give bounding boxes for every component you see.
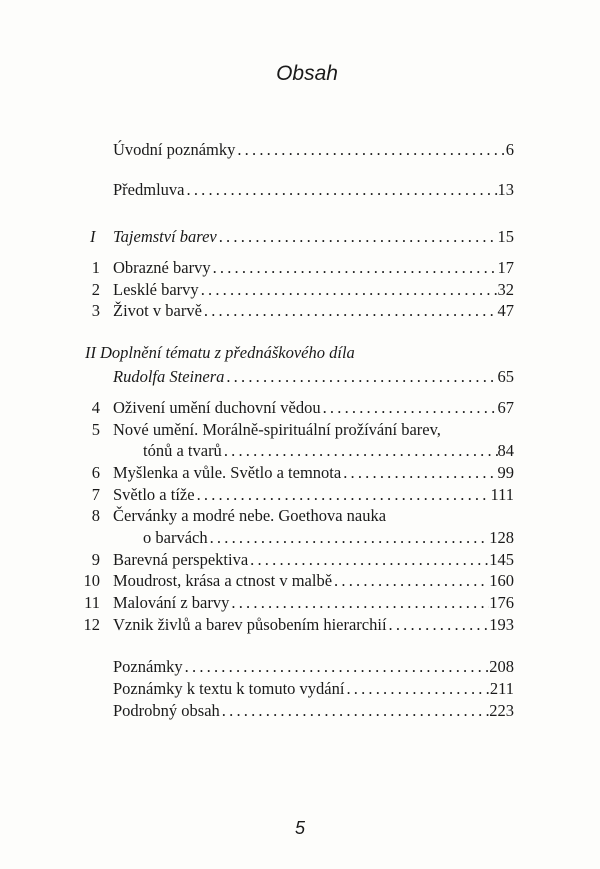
toc-entry (80, 505, 514, 527)
toc-entry (80, 300, 514, 322)
entry-number: 8 (91, 506, 100, 525)
toc-entry (80, 179, 514, 201)
dot-leader (219, 226, 498, 248)
entry-page: 99 (497, 463, 514, 482)
toc-entry (80, 257, 514, 279)
entry-number: 4 (91, 398, 100, 417)
entry-page: 223 (489, 701, 514, 720)
dot-leader (210, 527, 490, 549)
toc-entry (80, 139, 514, 161)
entry-page: 193 (489, 615, 514, 634)
dot-leader (250, 549, 489, 571)
toc-entry (80, 279, 514, 301)
entry-number: 9 (91, 550, 100, 569)
entry-title: Předmluva (113, 180, 185, 199)
entry-title: Poznámky k textu k tomuto vydání (113, 679, 345, 698)
entry-number: 2 (91, 280, 100, 299)
entry-number: 6 (91, 463, 100, 482)
entry-page: 160 (489, 571, 514, 590)
toc-entry (80, 700, 514, 722)
toc-part (80, 342, 514, 364)
dot-leader (224, 440, 498, 462)
dot-leader (201, 279, 498, 301)
dot-leader (187, 179, 498, 201)
entry-page: 176 (489, 593, 514, 612)
entry-title: Oživení umění duchovní vědou (113, 398, 321, 417)
dot-leader (226, 366, 497, 388)
entry-page: 65 (497, 367, 514, 386)
entry-page: 128 (489, 528, 514, 547)
entry-title: Život v barvě (113, 301, 202, 320)
entry-page: 84 (497, 441, 514, 460)
part-number: I (90, 227, 96, 246)
entry-page: 32 (497, 280, 514, 299)
toc-entry (80, 678, 514, 700)
entry-page: 211 (489, 679, 514, 698)
entry-page: 111 (490, 485, 514, 504)
entry-title: Barevná perspektiva (113, 550, 249, 569)
entry-page: 145 (489, 550, 514, 569)
dot-leader (343, 462, 497, 484)
entry-page: 13 (497, 180, 514, 199)
entry-page: 208 (489, 657, 514, 676)
toc-entry-cont (80, 527, 514, 549)
entry-title: Vznik živlů a barev působením hierarchií (113, 615, 387, 634)
toc-entry (80, 614, 514, 636)
entry-title: Světlo a tíže (113, 485, 195, 504)
toc-entry (80, 397, 514, 419)
entry-title-cont: tónů a tvarů (143, 441, 222, 460)
entry-title: Obrazné barvy (113, 258, 211, 277)
entry-number: 3 (91, 301, 100, 320)
entry-page: 15 (497, 227, 514, 246)
dot-leader (197, 484, 491, 506)
toc-entry (80, 419, 514, 441)
entry-title: Doplnění tématu z přednáškového díla (100, 343, 355, 362)
entry-page: 17 (497, 258, 514, 277)
entry-title-cont: Rudolfa Steinera (113, 367, 225, 386)
dot-leader (204, 300, 498, 322)
toc-entry (80, 570, 514, 592)
entry-title: Úvodní poznámky (113, 140, 236, 159)
entry-title: Nové umění. Morálně-spirituální prožívání barev, (113, 420, 441, 439)
dot-leader (334, 570, 489, 592)
entry-title: Poznámky (113, 657, 183, 676)
dot-leader (231, 592, 489, 614)
entry-page: 6 (505, 140, 514, 159)
entry-title-cont: o barvách (143, 528, 208, 547)
toc-part (80, 226, 514, 248)
toc-entry (80, 462, 514, 484)
entry-title: Červánky a modré nebe. Goethova nauka (113, 506, 387, 525)
toc-entry (80, 656, 514, 678)
part-number: II (85, 343, 96, 362)
entry-number: 10 (83, 571, 100, 590)
entry-number: 1 (91, 258, 100, 277)
dot-leader (389, 614, 490, 636)
toc-entry (80, 592, 514, 614)
entry-number: 12 (83, 615, 100, 634)
dot-leader (346, 678, 489, 700)
entry-page: 67 (497, 398, 514, 417)
entry-number: 11 (84, 593, 100, 612)
dot-leader (185, 656, 490, 678)
toc-part-cont (80, 366, 514, 388)
entry-title: Moudrost, krása a ctnost v malbě (113, 571, 333, 590)
entry-title: Lesklé barvy (113, 280, 199, 299)
entry-number: 5 (91, 420, 100, 439)
entry-page: 47 (497, 301, 514, 320)
entry-title: Podrobný obsah (113, 701, 220, 720)
dot-leader (323, 397, 498, 419)
toc-entry-cont (80, 440, 514, 462)
dot-leader (237, 139, 505, 161)
dot-leader (222, 700, 489, 722)
entry-title: Tajemství barev (113, 227, 217, 246)
entry-number: 7 (91, 485, 100, 504)
page-title: Obsah (276, 62, 338, 85)
toc-entry (80, 549, 514, 571)
entry-title: Malování z barvy (113, 593, 230, 612)
dot-leader (213, 257, 498, 279)
entry-title: Myšlenka a vůle. Světlo a temnota (113, 463, 342, 482)
page-number: 5 (294, 818, 305, 838)
toc-entry (80, 484, 514, 506)
